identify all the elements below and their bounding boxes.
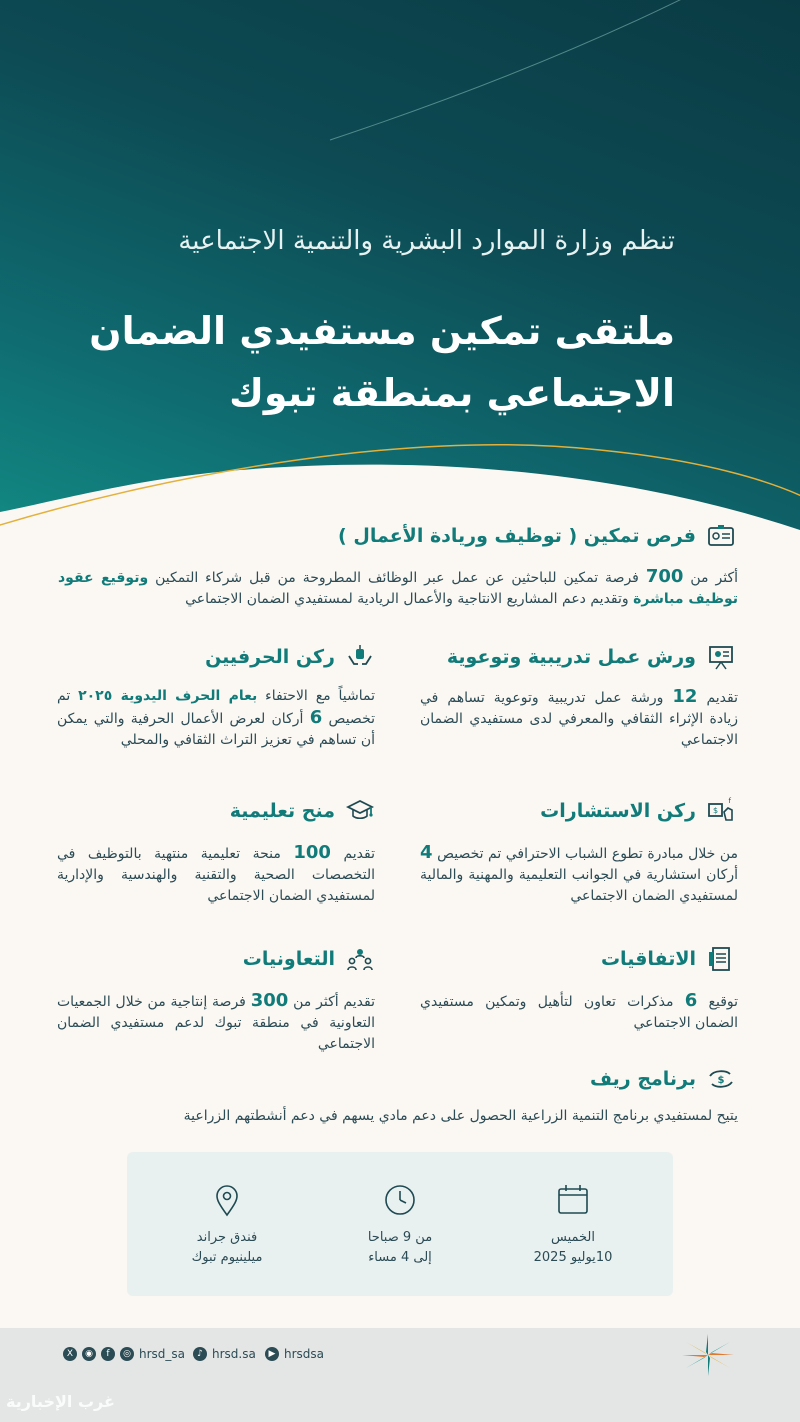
section-workshops-head [447, 642, 736, 672]
section-consultations-head [540, 796, 736, 826]
section-consultations-title: ركن الاستشارات [540, 800, 696, 822]
section-artisans-head [205, 642, 375, 672]
section-scholarships-title: منح تعليمية [229, 800, 335, 822]
section-reef-title: برنامج ريف [590, 1068, 696, 1090]
event-day: الخميس [551, 1230, 595, 1245]
section-cooperatives-text: تقديم أكثر من 300 فرصة إنتاجية من خلال الجمعيات التعاونية في منطقة تبوك لدعم مستفيدي الضمان الاجتماعي [57, 990, 375, 1052]
x-icon: X [63, 1347, 77, 1361]
page-title [75, 300, 675, 424]
venue-name-2: ميلينيوم تبوك [191, 1250, 263, 1265]
section-artisans-title: ركن الحرفيين [205, 646, 335, 668]
section-cooperatives-title: التعاونيات [242, 948, 335, 970]
watermark: غرب الإخبارية [6, 1392, 115, 1411]
clock-icon [382, 1182, 418, 1218]
ministry-logo [676, 1330, 740, 1380]
section-agreements-title: الاتفاقيات [600, 948, 696, 970]
stat-700: 700 [645, 566, 684, 587]
svg-text:f: f [728, 797, 731, 805]
graduation-cap-icon [345, 796, 375, 826]
consultation-icon [706, 796, 736, 826]
section-reef-text: يتيح لمستفيدي برنامج التنمية الزراعية الحصول على دعم مادي يسهم في دعم أنشطتهم الزراعية [183, 1108, 738, 1124]
venue-name-1: فندق جراند [196, 1230, 258, 1245]
svg-text:$: $ [717, 1075, 725, 1086]
svg-text:$: $ [712, 806, 719, 815]
event-time [330, 1182, 470, 1268]
money-hand-icon [706, 1064, 736, 1094]
stat-12: 12 [672, 686, 698, 707]
section-cooperatives-head [243, 944, 375, 974]
section-agreements-head [601, 944, 736, 974]
artisan-hands-icon [345, 642, 375, 672]
stat-300: 300 [250, 990, 289, 1011]
title-line-1: ملتقى تمكين مستفيدي الضمان [89, 309, 675, 353]
event-date-value: 10يوليو 2025 [533, 1250, 613, 1265]
instagram-icon: ◎ [120, 1347, 134, 1361]
event-info-card [127, 1152, 673, 1296]
event-venue [157, 1182, 297, 1268]
location-pin-icon [209, 1182, 245, 1218]
section-workshops-title: ورش عمل تدريبية وتوعوية [446, 646, 696, 668]
decorative-curves [0, 0, 800, 560]
id-card-icon [706, 521, 736, 551]
section-reef-head [590, 1064, 736, 1094]
calendar-icon [555, 1182, 591, 1218]
event-time-start: من 9 صباحا [367, 1230, 433, 1245]
stat-100: 100 [293, 842, 331, 863]
document-icon [706, 944, 736, 974]
section-workshops-text: تقديم 12 ورشة عمل تدريبية وتوعوية تساهم في زيادة الإثراء الثقافي والمعرفي لدى مستفيدي الضمان الاجتماعي [420, 686, 739, 748]
event-date [503, 1182, 643, 1268]
section-opportunities-text: أكثر من 700 فرصة تمكين للباحثين عن عمل عبر الوظائف المطروحة من قبل شركاء التمكين وتوقيع عقود توظيف مباشرة وتقديم دعم المشاريع الانتاجية والأعمال الريادية لمستفيدي الضمان الاجتماعي [58, 566, 739, 607]
section-opportunities-title: فرص تمكين ( توظيف وريادة الأعمال ) [338, 525, 696, 547]
facebook-icon: f [101, 1347, 115, 1361]
presentation-board-icon [706, 642, 736, 672]
snapchat-icon: ◉ [82, 1347, 96, 1361]
section-artisans-text: تماشياً مع الاحتفاء بعام الحرف اليدوية ٢٠٢٥ تم تخصيص 6 أركان لعرض الأعمال الحرفية والتي يمكن أن تساهم في تعزيز التراث الثقافي والمحلي [57, 688, 375, 748]
youtube-icon: ▶ [265, 1347, 279, 1361]
title-line-2: الاجتماعي بمنطقة تبوك [229, 371, 675, 415]
section-agreements-text: توقيع 6 مذكرات تعاون لتأهيل وتمكين مستفيدي الضمان الاجتماعي [420, 990, 739, 1031]
tiktok-icon: ♪ [193, 1347, 207, 1361]
event-time-end: إلى 4 مساء [368, 1250, 432, 1265]
section-opportunities-head [338, 521, 736, 551]
stat-4: 4 [420, 842, 433, 863]
youtube-handle[interactable]: ▶ hrsdsa [265, 1347, 324, 1361]
stat-6-artisans: 6 [309, 707, 323, 728]
section-scholarships-text: تقديم 100 منحة تعليمية منتهية بالتوظيف في التخصصات الصحية والتقنية والهندسية والإدارية لمستفيدي الضمان الاجتماعي [57, 842, 376, 904]
organizer-text: تنظم وزارة الموارد البشرية والتنمية الاجتماعية [178, 226, 675, 256]
tiktok-handle[interactable]: ♪ hrsd.sa [193, 1347, 256, 1361]
stat-6-agreements: 6 [684, 990, 698, 1011]
cooperative-people-icon [345, 944, 375, 974]
section-scholarships-head [230, 796, 375, 826]
social-handles[interactable]: X ◉ f ◎ hrsd_sa [63, 1347, 185, 1361]
section-consultations-text: من خلال مبادرة تطوع الشباب الاحترافي تم تخصيص 4 أركان استشارية في الجوانب التعليمية والمهنية والمالية لمستفيدي الضمان الاجتماعي [420, 842, 739, 904]
